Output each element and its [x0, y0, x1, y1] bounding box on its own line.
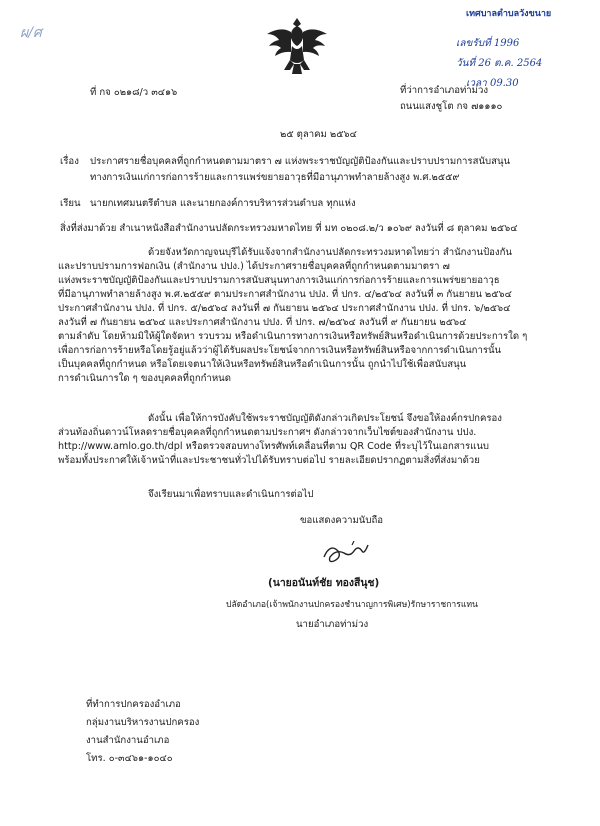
- footer-section: งานสำนักงานอำเภอ: [86, 735, 170, 746]
- enclosure-reference: สิ่งที่ส่งมาด้วย สำเนาหนังสือสำนักงานปลัดกระทรวงมหาดไทย ที่ มท ๐๒๐๘.๒/ว ๑๐๖๙ ลงวันที่ ๘ ตุลาคม ๒๕๖๔: [60, 223, 518, 234]
- closing-sentence: จึงเรียนมาเพื่อทราบและดำเนินการต่อไป: [148, 489, 314, 500]
- to-recipients: นายกเทศมนตรีตำบล และนายกองค์การบริหารส่วนตำบล ทุกแห่ง: [90, 198, 356, 209]
- document-date: ๒๕ ตุลาคม ๒๕๖๔: [280, 129, 357, 140]
- footer-group: กลุ่มงานบริหารงานปกครอง: [86, 717, 200, 728]
- paragraph-1-line: เพื่อการก่อการร้ายหรือโดยรู้อยู่แล้วว่าผู้ได้รับผลประโยชน์จากการเงินหรือทรัพย์สินหรือจากการดำเนินการนั้น: [58, 345, 502, 356]
- signatory-position: นายอำเภอท่าม่วง: [296, 619, 369, 630]
- handwritten-signature: [318, 535, 378, 569]
- footer-office: ที่ทำการปกครองอำเภอ: [86, 699, 181, 710]
- handwritten-corner-note: ผ/ศ: [20, 25, 42, 41]
- paragraph-2-line: พร้อมทั้งประกาศให้เจ้าหน้าที่และประชาชนทั่วไปได้รับทราบต่อไป รายละเอียดปรากฏตามสิ่งที่ส่งมาด้วย: [58, 455, 480, 466]
- stamp-line-time: เวลา 09.30: [466, 78, 519, 89]
- document-number: ที่ กจ ๐๒๑๘/ว ๓๔๑๖: [90, 87, 178, 98]
- signatory-name: (นายอนันท์ชัย ทองสีนุช): [268, 577, 380, 589]
- signatory-title: ปลัดอำเภอ(เจ้าพนักงานปกครองชำนาญการพิเศษ)รักษาราชการแทน: [226, 600, 478, 610]
- paragraph-1-line: ที่มีอานุภาพทำลายล้างสูง พ.ศ.๒๕๕๙ ตามประกาศสำนักงาน ปปง. ที่ ปกร. ๔/๒๕๖๔ ลงวันที่ ๓ กันยายน ๒๕๖๔: [58, 289, 512, 300]
- office-address: ถนนแสงชูโต กจ ๗๑๑๑๐: [400, 101, 503, 112]
- paragraph-2-line: ดังนั้น เพื่อให้การบังคับใช้พระราชบัญญัติดังกล่าวเกิดประโยชน์ จึงขอให้องค์กรปกครอง: [148, 413, 502, 424]
- stamp-line-number: เลขรับที่ 1996: [456, 38, 520, 49]
- body-paragraph-2: [58, 412, 568, 468]
- to-label: เรียน: [60, 198, 81, 209]
- paragraph-1-line: ลงวันที่ ๗ กันยายน ๒๕๖๔ และประกาศสำนักงาน ปปง. ที่ ปกร. ๗/๒๕๖๔ ลงวันที่ ๙ กันยายน ๒๕๖๔: [58, 317, 467, 328]
- paragraph-1-line: แห่งพระราชบัญญัติป้องกันและปราบปรามการสนับสนุนทางการเงินแก่การก่อการร้ายและการแพร่ขยายอาวุธ: [58, 275, 500, 286]
- garuda-emblem-icon: [262, 14, 332, 80]
- paragraph-2-line: ส่วนท้องถิ่นดาวน์โหลดรายชื่อบุคคลที่ถูกกำหนดตามประกาศฯ ดังกล่าวจากเว็บไซต์ของสำนักงาน ปปง.: [58, 427, 477, 438]
- paragraph-1-line: และปราบปรามการฟอกเงิน (สำนักงาน ปปง.) ได้ประกาศรายชื่อบุคคลที่ถูกกำหนดตามมาตรา ๗: [58, 261, 450, 272]
- body-paragraph-1: [58, 246, 568, 386]
- footer-phone: โทร. ๐-๓๔๖๑-๑๐๔๐: [86, 753, 173, 764]
- paragraph-1-line: ด้วยจังหวัดกาญจนบุรีได้รับแจ้งจากสำนักงานปลัดกระทรวงมหาดไทยว่า สำนักงานป้องกัน: [148, 247, 512, 258]
- subject-label: เรื่อง: [60, 156, 79, 167]
- subject-line-1: ประกาศรายชื่อบุคคลที่ถูกกำหนดตามมาตรา ๗ แห่งพระราชบัญญัติป้องกันและปราบปรามการสนับสนุน: [90, 156, 511, 167]
- paragraph-1-line: การดำเนินการใด ๆ ของบุคคลที่ถูกกำหนด: [58, 373, 231, 384]
- subject-line-2: ทางการเงินแก่การก่อการร้ายและการแพร่ขยายอาวุธที่มีอานุภาพทำลายล้างสูง พ.ศ.๒๕๕๙: [90, 172, 460, 183]
- stamp-line-office: เทศบาลตำบลวังขนาย: [466, 9, 552, 19]
- paragraph-1-line: เป็นบุคคลที่ถูกกำหนด หรือโดยเจตนาให้เงินหรือทรัพย์สินหรือดำเนินการนั้น ถูกนำไปใช้เพื่อสนับสนุน: [58, 359, 467, 370]
- signature-closing: ขอแสดงความนับถือ: [300, 515, 384, 526]
- paragraph-1-line: ตามลำดับ โดยห้ามมิให้ผู้ใดจัดหา รวบรวม หรือดำเนินการทางการเงินหรือทรัพย์สินหรือดำเนินการด้วยประการใด ๆ: [58, 331, 528, 342]
- paragraph-1-line: ประกาศสำนักงาน ปปง. ที่ ปกร. ๕/๒๕๖๔ ลงวันที่ ๗ กันยายน ๒๕๖๔ ประกาศสำนักงาน ปปง. ที่ ปกร. ๖/๒๕๖๔: [58, 303, 511, 314]
- stamp-line-date: วันที่ 26 ต.ค. 2564: [456, 58, 543, 69]
- office-name: ที่ว่าการอำเภอท่าม่วง: [400, 85, 489, 96]
- paragraph-2-line: http://www.amlo.go.th/dpl หรือตรวจสอบทางโทรศัพท์เคลื่อนที่ตาม QR Code ที่ระบุไว้ในเอกสารแนบ: [58, 441, 489, 452]
